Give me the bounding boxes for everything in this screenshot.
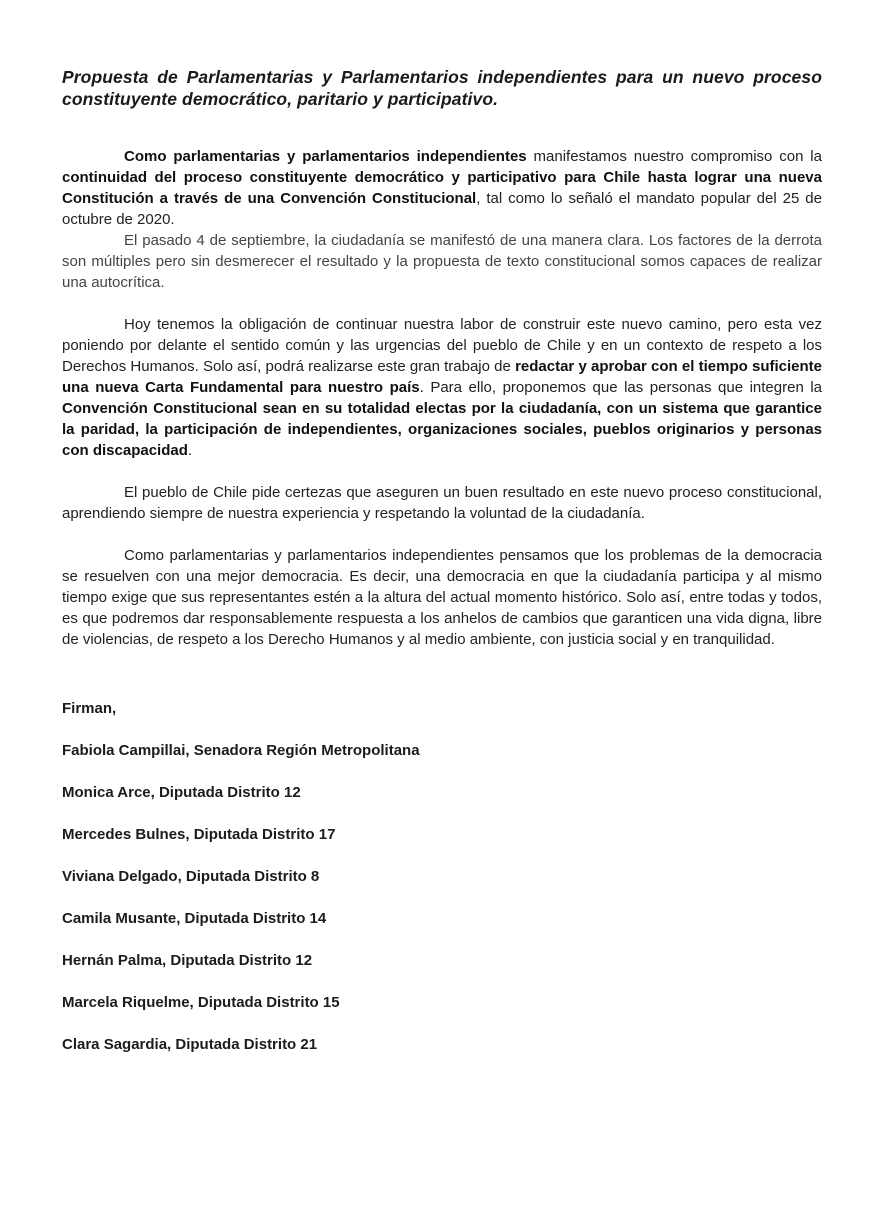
- paragraph-1-bold-2: continuidad del proceso constituyente democrático y participativo para Chile hasta lograr una nueva Constitución a través de una Convención Constitucional: [62, 169, 822, 207]
- paragraph-3: [62, 314, 822, 461]
- paragraph-3-bold-1: redactar y aprobar con el tiempo suficiente una nueva Carta Fundamental para nuestro país: [62, 358, 823, 396]
- paragraph-3-text-3: .: [187, 442, 193, 459]
- paragraph-4: El pueblo de Chile pide certezas que aseguren un buen resultado en este nuevo proceso constitucional, aprendiendo siempre de nuestra experiencia y respetando la voluntad de la ciudadanía.: [62, 484, 822, 522]
- signatory: Clara Sagardia, Diputada Distrito 21: [62, 1036, 318, 1053]
- document-title: Propuesta de Parlamentarias y Parlamentarios independientes para un nuevo proceso constituyente democrático, paritario y participativo.: [62, 67, 822, 109]
- signatory: Monica Arce, Diputada Distrito 12: [62, 784, 301, 801]
- paragraph-1-bold-1: Como parlamentarias y parlamentarios independientes: [124, 148, 527, 165]
- signatory: Marcela Riquelme, Diputada Distrito 15: [62, 994, 340, 1011]
- signatory: Viviana Delgado, Diputada Distrito 8: [62, 868, 320, 885]
- signatures-block: [62, 698, 822, 1076]
- paragraph-3-text-2: . Para ello, proponemos que las personas que integren la: [419, 379, 822, 396]
- signatory: Fabiola Campillai, Senadora Región Metropolitana: [62, 742, 420, 759]
- signatory: Camila Musante, Diputada Distrito 14: [62, 910, 327, 927]
- paragraph-3-text-1: Hoy tenemos la obligación de continuar nuestra labor de construir este nuevo camino, pero esta vez poniendo por delante el sentido común y las urgencias del pueblo de Chile y en un contexto de respeto a los Derechos Humanos. Solo así, podrá realizarse este gran trabajo de: [62, 316, 822, 375]
- paragraph-3-bold-2: Convención Constitucional sean en su totalidad electas por la ciudadanía, con un sistema que garantice la paridad, la participación de independientes, organizaciones sociales, pueblos originarios y personas con discapacidad: [62, 400, 822, 459]
- paragraph-2: El pasado 4 de septiembre, la ciudadanía se manifestó de una manera clara. Los factores de la derrota son múltiples pero sin desmerecer el resultado y la propuesta de texto constitucional somos capaces de realizar una autocrítica.: [62, 232, 822, 291]
- paragraph-1-text-2: , tal como lo señaló el mandato popular del 25 de octubre de 2020.: [62, 190, 822, 228]
- signatory: Mercedes Bulnes, Diputada Distrito 17: [62, 826, 336, 843]
- paragraph-5: Como parlamentarias y parlamentarios independientes pensamos que los problemas de la democracia se resuelven con una mejor democracia. Es decir, una democracia en que la ciudadanía participa y al mismo tiempo exige que sus representantes estén a la altura del actual momento histórico. Solo así, entre todas y todos, es que podremos dar responsablemente respuesta a los anhelos de cambios que garanticen una vida digna, libre de violencias, de respeto a los Derecho Humanos y al medio ambiente, con justicia social y en tranquilidad.: [62, 547, 822, 648]
- signatory: Hernán Palma, Diputada Distrito 12: [62, 952, 313, 969]
- paragraph-1-text-1: manifestamos nuestro compromiso con la: [526, 148, 822, 165]
- signatures-heading: Firman,: [62, 700, 117, 717]
- paragraph-1: [62, 146, 822, 230]
